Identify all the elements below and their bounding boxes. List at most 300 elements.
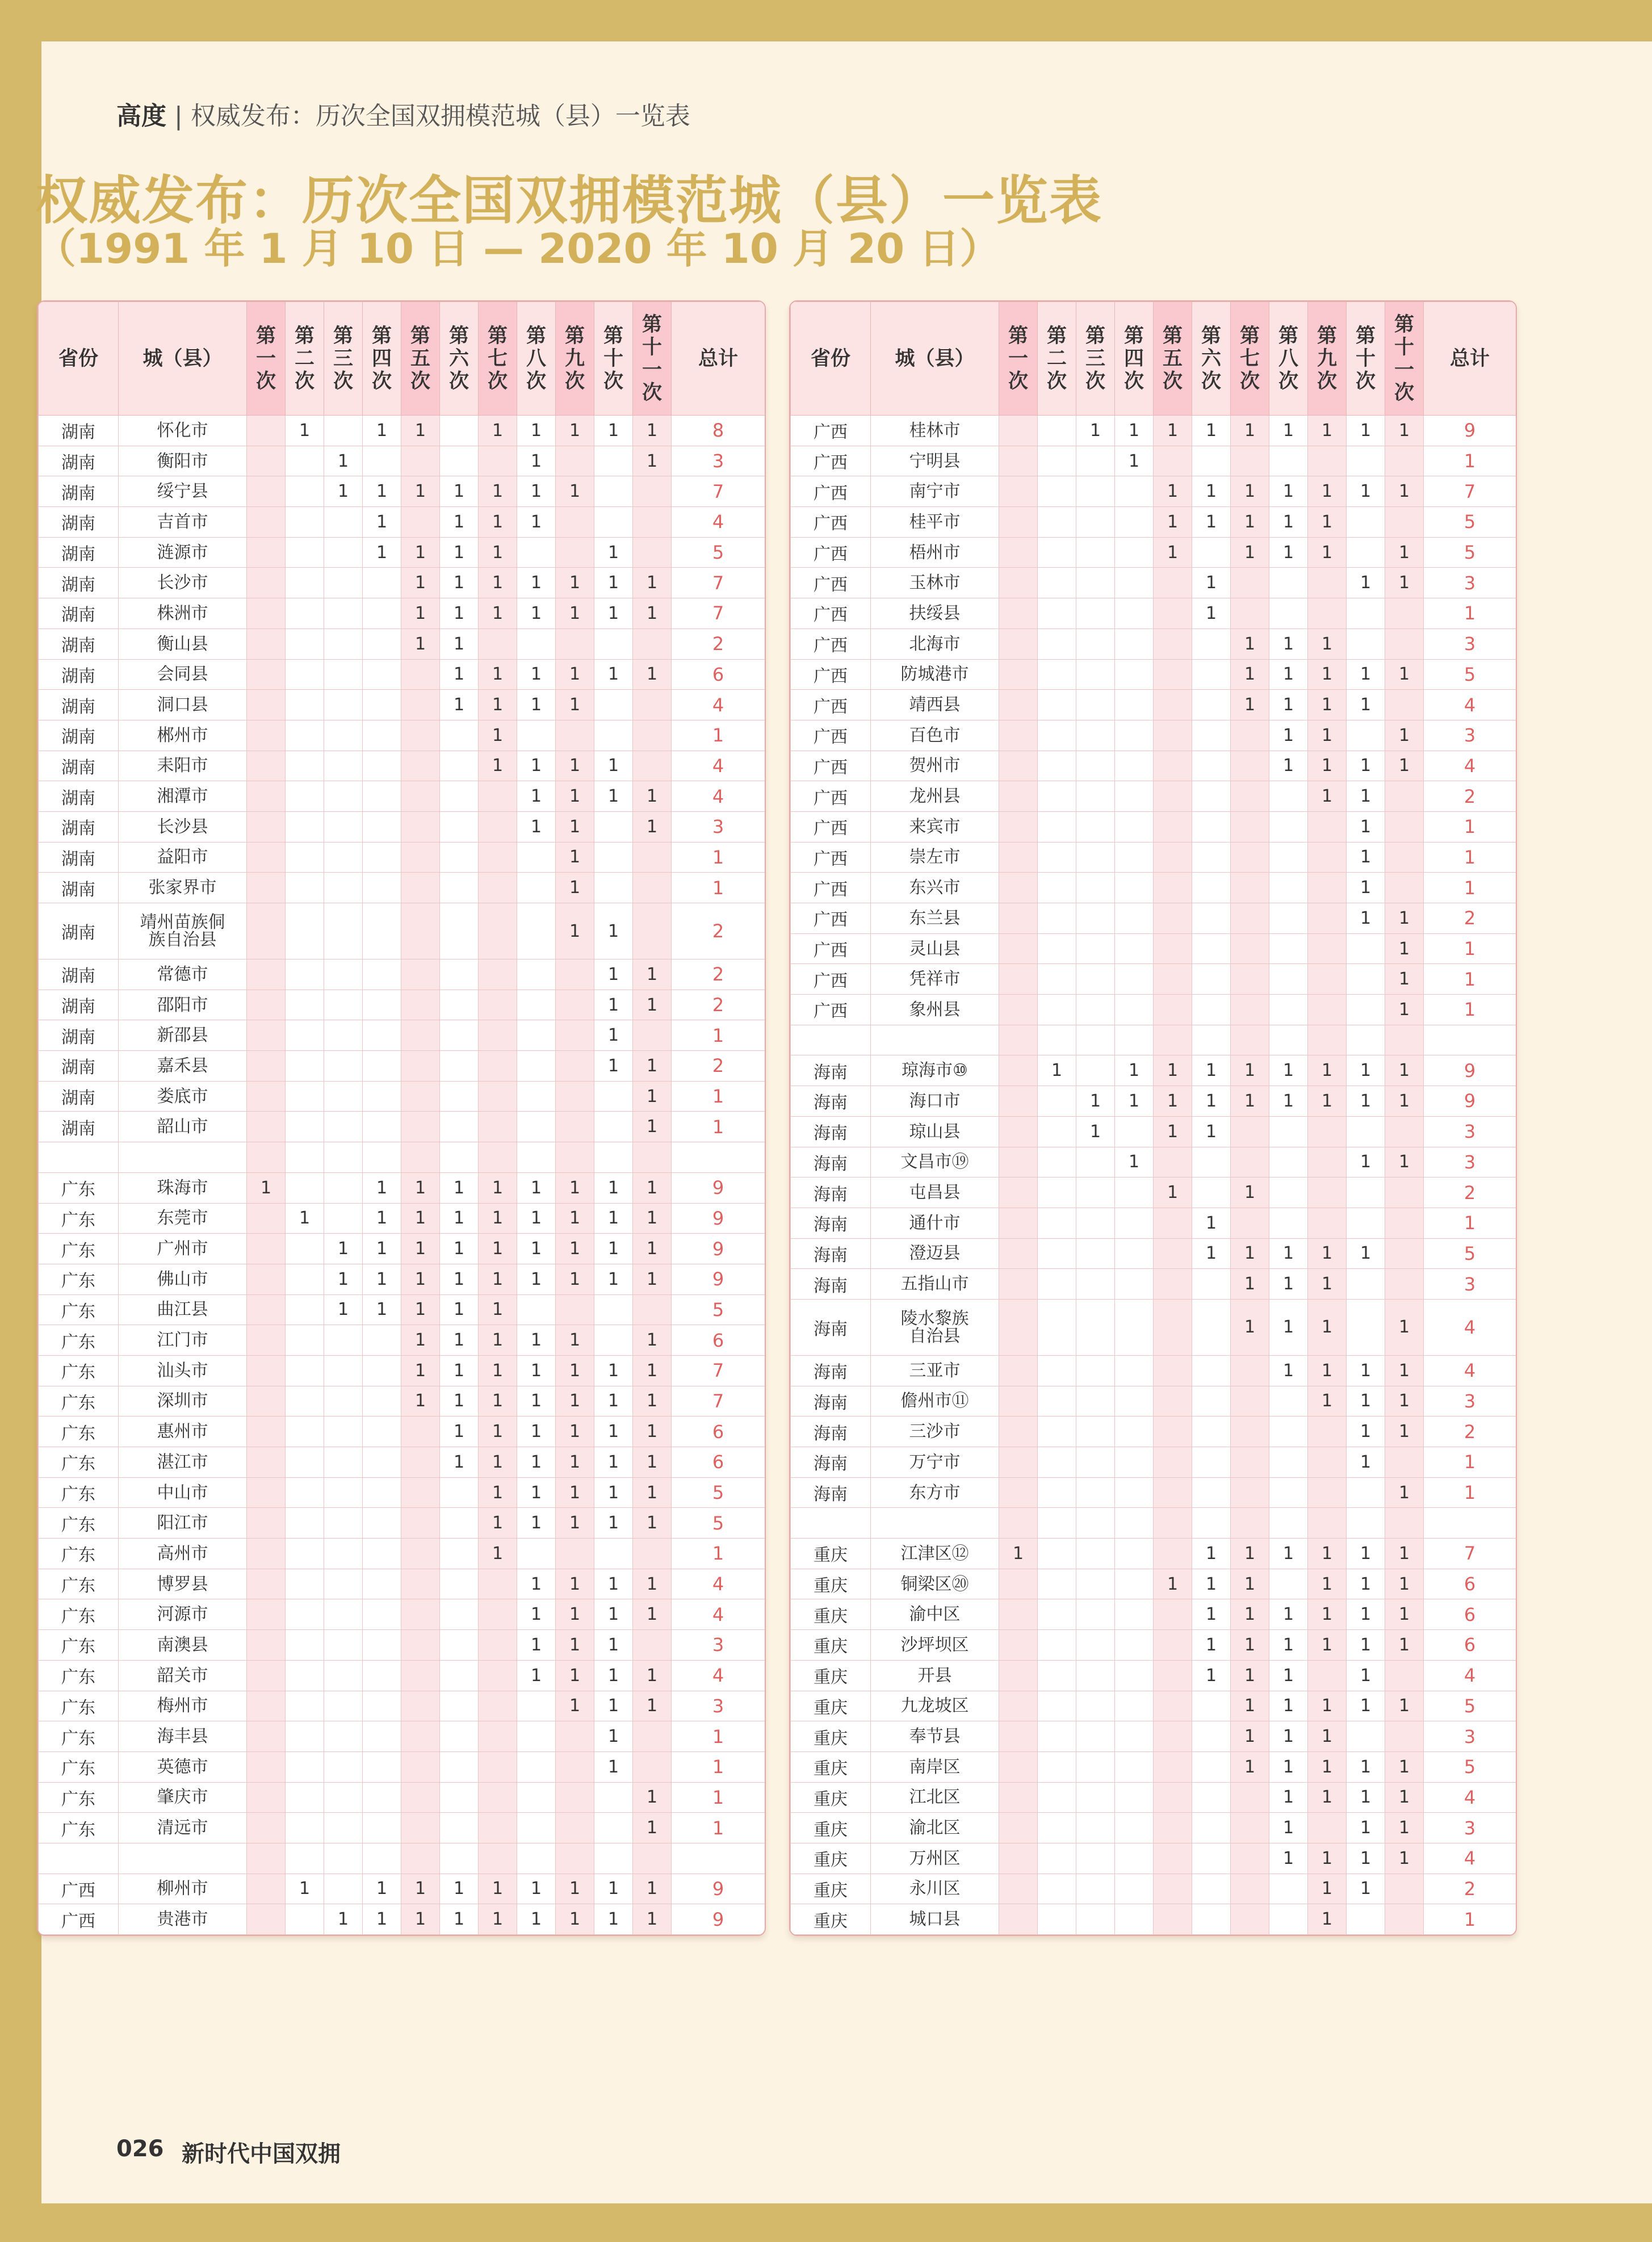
round-cell bbox=[556, 1721, 594, 1752]
round-cell bbox=[1076, 842, 1115, 873]
round-cell: 1 bbox=[1231, 1238, 1269, 1269]
city-cell: 江门市 bbox=[119, 1325, 247, 1356]
round-cell bbox=[1231, 1386, 1269, 1417]
round-cell: 1 bbox=[1269, 537, 1308, 568]
round-cell: 1 bbox=[1269, 628, 1308, 659]
round-cell bbox=[1385, 446, 1424, 476]
round-cell: 1 bbox=[1192, 416, 1231, 446]
round-cell bbox=[633, 1751, 672, 1782]
total-cell: 4 bbox=[1424, 1355, 1516, 1386]
round-cell bbox=[479, 811, 517, 842]
round-cell bbox=[999, 1177, 1038, 1208]
round-cell bbox=[1308, 1025, 1347, 1055]
round-cell bbox=[1076, 1147, 1115, 1177]
province-cell: 广东 bbox=[39, 1447, 119, 1478]
round-cell bbox=[247, 1751, 286, 1782]
round-cell: 1 bbox=[1385, 1569, 1424, 1599]
round-cell: 1 bbox=[517, 1660, 556, 1691]
total-cell: 6 bbox=[672, 659, 765, 690]
table-row bbox=[791, 1116, 1516, 1147]
round-cell: 1 bbox=[594, 781, 633, 812]
round-cell bbox=[1038, 1355, 1076, 1386]
total-cell: 7 bbox=[672, 1355, 765, 1386]
table-row bbox=[791, 1569, 1516, 1599]
round-cell bbox=[324, 1417, 363, 1447]
round-cell bbox=[324, 720, 363, 751]
round-cell bbox=[1231, 933, 1269, 964]
round-cell bbox=[1154, 720, 1192, 751]
round-cell: 1 bbox=[1347, 1599, 1385, 1630]
total-cell: 1 bbox=[672, 1751, 765, 1782]
round-cell: 1 bbox=[1269, 1660, 1308, 1691]
round-cell: 1 bbox=[1231, 1691, 1269, 1721]
city-cell: 张家界市 bbox=[119, 873, 247, 903]
round-cell: 1 bbox=[1231, 1630, 1269, 1661]
round-cell bbox=[440, 1020, 479, 1051]
round-cell bbox=[1038, 628, 1076, 659]
page-subtitle: （1991 年 1 月 10 日 — 2020 年 10 月 20 日） bbox=[35, 225, 1001, 273]
city-cell: 渝中区 bbox=[871, 1599, 999, 1630]
round-cell bbox=[517, 1294, 556, 1325]
table-row bbox=[791, 1147, 1516, 1177]
round-cell: 1 bbox=[1347, 1386, 1385, 1417]
city-cell: 衡山县 bbox=[119, 628, 247, 659]
round-cell: 1 bbox=[363, 1203, 401, 1234]
round-cell bbox=[1076, 1660, 1115, 1691]
header-total: 总计 bbox=[1424, 302, 1516, 416]
round-cell bbox=[1308, 1116, 1347, 1147]
round-cell bbox=[1269, 1116, 1308, 1147]
round-cell bbox=[1076, 446, 1115, 476]
round-cell bbox=[1038, 720, 1076, 751]
round-cell bbox=[556, 1843, 594, 1874]
round-cell: 1 bbox=[594, 1904, 633, 1935]
province-cell: 广东 bbox=[39, 1325, 119, 1356]
table-row bbox=[791, 659, 1516, 690]
round-cell bbox=[247, 1417, 286, 1447]
table-row bbox=[39, 1782, 765, 1813]
table-row bbox=[791, 720, 1516, 751]
round-cell bbox=[594, 690, 633, 720]
province-cell: 重庆 bbox=[791, 1751, 871, 1782]
total-cell: 1 bbox=[1424, 995, 1516, 1025]
province-cell: 广东 bbox=[39, 1569, 119, 1599]
round-cell: 1 bbox=[1347, 1355, 1385, 1386]
city-cell: 铜梁区⑳ bbox=[871, 1569, 999, 1599]
round-cell bbox=[363, 781, 401, 812]
round-cell bbox=[999, 1904, 1038, 1935]
round-cell bbox=[363, 1112, 401, 1142]
table-row bbox=[791, 781, 1516, 812]
table-row bbox=[791, 1055, 1516, 1086]
round-cell: 1 bbox=[556, 1477, 594, 1508]
round-cell bbox=[1347, 1208, 1385, 1238]
round-cell bbox=[247, 842, 286, 873]
round-cell bbox=[1038, 568, 1076, 598]
round-cell bbox=[1347, 446, 1385, 476]
round-cell bbox=[286, 842, 324, 873]
round-cell bbox=[440, 1569, 479, 1599]
round-cell bbox=[324, 842, 363, 873]
table-row bbox=[791, 598, 1516, 629]
round-cell bbox=[1385, 1660, 1424, 1691]
round-cell bbox=[363, 811, 401, 842]
round-cell bbox=[1115, 1477, 1154, 1508]
round-cell: 1 bbox=[556, 1172, 594, 1203]
header-round: 第 二 次 bbox=[1038, 302, 1076, 416]
round-cell bbox=[1038, 476, 1076, 507]
round-cell bbox=[324, 690, 363, 720]
province-cell: 海南 bbox=[791, 1147, 871, 1177]
round-cell: 1 bbox=[479, 690, 517, 720]
round-cell bbox=[1192, 1904, 1231, 1935]
round-cell bbox=[594, 446, 633, 476]
total-cell: 5 bbox=[1424, 537, 1516, 568]
city-cell: 南澳县 bbox=[119, 1630, 247, 1661]
round-cell: 1 bbox=[633, 1172, 672, 1203]
round-cell bbox=[247, 781, 286, 812]
round-cell bbox=[999, 964, 1038, 995]
table-row bbox=[39, 1721, 765, 1752]
round-cell bbox=[517, 1691, 556, 1721]
round-cell: 1 bbox=[1347, 1813, 1385, 1843]
round-cell bbox=[286, 1813, 324, 1843]
header-round: 第 九 次 bbox=[1308, 302, 1347, 416]
round-cell bbox=[363, 1417, 401, 1447]
round-cell bbox=[1154, 1208, 1192, 1238]
round-cell bbox=[1192, 1417, 1231, 1447]
round-cell: 1 bbox=[594, 903, 633, 959]
round-cell bbox=[517, 1142, 556, 1173]
round-cell bbox=[479, 1051, 517, 1082]
round-cell: 1 bbox=[1385, 1477, 1424, 1508]
round-cell bbox=[1076, 1751, 1115, 1782]
round-cell: 1 bbox=[286, 416, 324, 446]
round-cell bbox=[1115, 933, 1154, 964]
total-cell: 2 bbox=[1424, 903, 1516, 934]
round-cell bbox=[247, 476, 286, 507]
round-cell: 1 bbox=[401, 598, 440, 629]
round-cell: 1 bbox=[1385, 1813, 1424, 1843]
round-cell bbox=[1076, 1269, 1115, 1300]
round-cell bbox=[1154, 1147, 1192, 1177]
table-row bbox=[791, 842, 1516, 873]
round-cell: 1 bbox=[363, 476, 401, 507]
province-cell: 湖南 bbox=[39, 598, 119, 629]
total-cell: 5 bbox=[672, 1508, 765, 1539]
round-cell bbox=[1347, 1721, 1385, 1752]
round-cell: 1 bbox=[1308, 781, 1347, 812]
round-cell bbox=[1115, 995, 1154, 1025]
round-cell bbox=[479, 781, 517, 812]
round-cell: 1 bbox=[440, 1904, 479, 1935]
round-cell bbox=[1154, 1751, 1192, 1782]
total-cell: 4 bbox=[672, 690, 765, 720]
total-cell: 1 bbox=[672, 1539, 765, 1569]
round-cell: 1 bbox=[1308, 690, 1347, 720]
round-cell bbox=[286, 1264, 324, 1294]
round-cell: 1 bbox=[633, 781, 672, 812]
round-cell: 1 bbox=[1154, 476, 1192, 507]
round-cell: 1 bbox=[594, 1417, 633, 1447]
province-cell bbox=[39, 1843, 119, 1874]
round-cell bbox=[1076, 1417, 1115, 1447]
round-cell bbox=[247, 1660, 286, 1691]
city-cell: 象州县 bbox=[871, 995, 999, 1025]
round-cell bbox=[1347, 964, 1385, 995]
city-cell: 靖州苗族侗 族自治县 bbox=[119, 903, 247, 959]
round-cell: 1 bbox=[1231, 1055, 1269, 1086]
round-cell bbox=[324, 1751, 363, 1782]
round-cell: 1 bbox=[1347, 1447, 1385, 1478]
round-cell bbox=[247, 751, 286, 781]
round-cell bbox=[1038, 1417, 1076, 1447]
province-cell: 广西 bbox=[791, 416, 871, 446]
round-cell bbox=[401, 990, 440, 1020]
province-cell: 湖南 bbox=[39, 1112, 119, 1142]
round-cell: 1 bbox=[1269, 751, 1308, 781]
province-cell: 湖南 bbox=[39, 659, 119, 690]
total-cell: 5 bbox=[1424, 507, 1516, 538]
round-cell bbox=[324, 598, 363, 629]
round-cell: 1 bbox=[633, 416, 672, 446]
city-cell: 百色市 bbox=[871, 720, 999, 751]
city-cell: 河源市 bbox=[119, 1599, 247, 1630]
round-cell: 1 bbox=[1231, 1539, 1269, 1569]
city-cell: 东莞市 bbox=[119, 1203, 247, 1234]
header-round: 第 八 次 bbox=[1269, 302, 1308, 416]
round-cell bbox=[1347, 1025, 1385, 1055]
table-row bbox=[39, 1417, 765, 1447]
city-cell: 海丰县 bbox=[119, 1721, 247, 1752]
round-cell bbox=[633, 628, 672, 659]
round-cell bbox=[363, 1721, 401, 1752]
round-cell: 1 bbox=[1385, 903, 1424, 934]
round-cell bbox=[1347, 598, 1385, 629]
city-cell: 沙坪坝区 bbox=[871, 1630, 999, 1661]
round-cell bbox=[401, 751, 440, 781]
round-cell bbox=[440, 1843, 479, 1874]
round-cell bbox=[363, 990, 401, 1020]
round-cell: 1 bbox=[556, 1508, 594, 1539]
city-cell: 常德市 bbox=[119, 959, 247, 990]
round-cell: 1 bbox=[633, 1264, 672, 1294]
round-cell bbox=[1192, 781, 1231, 812]
round-cell bbox=[363, 1508, 401, 1539]
round-cell bbox=[247, 628, 286, 659]
round-cell: 1 bbox=[1269, 1055, 1308, 1086]
province-cell: 海南 bbox=[791, 1477, 871, 1508]
round-cell: 1 bbox=[633, 1660, 672, 1691]
table-row bbox=[791, 690, 1516, 720]
province-cell: 海南 bbox=[791, 1086, 871, 1117]
round-cell bbox=[594, 842, 633, 873]
round-cell: 1 bbox=[556, 598, 594, 629]
round-cell: 1 bbox=[440, 628, 479, 659]
round-cell bbox=[479, 1599, 517, 1630]
round-cell: 1 bbox=[1347, 1055, 1385, 1086]
round-cell bbox=[286, 1599, 324, 1630]
city-cell: 新邵县 bbox=[119, 1020, 247, 1051]
round-cell bbox=[556, 1081, 594, 1112]
round-cell bbox=[1308, 811, 1347, 842]
city-cell: 珠海市 bbox=[119, 1172, 247, 1203]
round-cell bbox=[363, 1081, 401, 1112]
round-cell: 1 bbox=[1231, 416, 1269, 446]
round-cell bbox=[1154, 598, 1192, 629]
city-cell: 株洲市 bbox=[119, 598, 247, 629]
round-cell: 1 bbox=[440, 1294, 479, 1325]
round-cell: 1 bbox=[1192, 1630, 1231, 1661]
round-cell bbox=[440, 990, 479, 1020]
round-cell bbox=[999, 995, 1038, 1025]
table-row bbox=[39, 1081, 765, 1112]
round-cell bbox=[324, 628, 363, 659]
round-cell bbox=[324, 1051, 363, 1082]
round-cell bbox=[247, 446, 286, 476]
round-cell: 1 bbox=[556, 1325, 594, 1356]
province-cell: 海南 bbox=[791, 1116, 871, 1147]
round-cell bbox=[363, 1142, 401, 1173]
round-cell: 1 bbox=[1385, 1539, 1424, 1569]
round-cell bbox=[1115, 964, 1154, 995]
round-cell bbox=[286, 568, 324, 598]
city-cell: 会同县 bbox=[119, 659, 247, 690]
round-cell: 1 bbox=[1269, 507, 1308, 538]
province-cell: 广西 bbox=[39, 1904, 119, 1935]
round-cell: 1 bbox=[1385, 537, 1424, 568]
round-cell bbox=[1308, 1447, 1347, 1478]
header-round: 第 十 次 bbox=[594, 302, 633, 416]
round-cell bbox=[1269, 1147, 1308, 1177]
city-cell: 五指山市 bbox=[871, 1269, 999, 1300]
total-cell: 1 bbox=[1424, 1477, 1516, 1508]
round-cell: 1 bbox=[633, 1477, 672, 1508]
total-cell: 1 bbox=[672, 720, 765, 751]
province-cell: 湖南 bbox=[39, 537, 119, 568]
round-cell: 1 bbox=[1231, 1751, 1269, 1782]
round-cell bbox=[1192, 1447, 1231, 1478]
round-cell bbox=[556, 1539, 594, 1569]
round-cell: 1 bbox=[517, 476, 556, 507]
round-cell bbox=[1115, 1630, 1154, 1661]
round-cell bbox=[401, 1813, 440, 1843]
province-cell: 湖南 bbox=[39, 628, 119, 659]
table-row bbox=[791, 1843, 1516, 1874]
round-cell: 1 bbox=[479, 1874, 517, 1904]
total-cell: 1 bbox=[1424, 446, 1516, 476]
round-cell bbox=[401, 1142, 440, 1173]
round-cell: 1 bbox=[1308, 720, 1347, 751]
round-cell bbox=[363, 903, 401, 959]
round-cell bbox=[1347, 933, 1385, 964]
round-cell bbox=[1192, 446, 1231, 476]
round-cell: 1 bbox=[594, 1355, 633, 1386]
province-cell: 广东 bbox=[39, 1539, 119, 1569]
right-table bbox=[790, 301, 1516, 1935]
round-cell: 1 bbox=[1231, 690, 1269, 720]
round-cell bbox=[324, 1721, 363, 1752]
round-cell: 1 bbox=[1385, 1055, 1424, 1086]
round-cell bbox=[286, 690, 324, 720]
round-cell: 1 bbox=[440, 1417, 479, 1447]
round-cell bbox=[1308, 1813, 1347, 1843]
round-cell bbox=[1308, 446, 1347, 476]
round-cell bbox=[999, 416, 1038, 446]
round-cell bbox=[1038, 964, 1076, 995]
round-cell bbox=[1154, 1477, 1192, 1508]
round-cell: 1 bbox=[1385, 1147, 1424, 1177]
round-cell: 1 bbox=[1308, 1086, 1347, 1117]
table-row bbox=[791, 1025, 1516, 1055]
round-cell: 1 bbox=[1231, 1660, 1269, 1691]
table-row bbox=[39, 1539, 765, 1569]
province-cell: 重庆 bbox=[791, 1660, 871, 1691]
province-cell: 广西 bbox=[791, 628, 871, 659]
round-cell: 1 bbox=[1269, 720, 1308, 751]
total-cell: 9 bbox=[672, 1904, 765, 1935]
round-cell bbox=[1269, 1025, 1308, 1055]
round-cell bbox=[247, 1355, 286, 1386]
round-cell bbox=[1115, 628, 1154, 659]
round-cell bbox=[479, 1813, 517, 1843]
total-cell: 1 bbox=[672, 1020, 765, 1051]
round-cell bbox=[286, 751, 324, 781]
round-cell bbox=[286, 1142, 324, 1173]
city-cell: 汕头市 bbox=[119, 1355, 247, 1386]
province-cell: 湖南 bbox=[39, 811, 119, 842]
province-cell: 湖南 bbox=[39, 842, 119, 873]
table-row bbox=[39, 1386, 765, 1417]
round-cell: 1 bbox=[440, 1447, 479, 1478]
round-cell bbox=[479, 903, 517, 959]
province-cell: 湖南 bbox=[39, 1020, 119, 1051]
round-cell bbox=[1385, 1874, 1424, 1904]
city-cell: 文昌市⑲ bbox=[871, 1147, 999, 1177]
total-cell: 6 bbox=[1424, 1630, 1516, 1661]
table-row bbox=[791, 1539, 1516, 1569]
province-cell: 广东 bbox=[39, 1417, 119, 1447]
round-cell bbox=[286, 1691, 324, 1721]
round-cell bbox=[594, 628, 633, 659]
round-cell bbox=[999, 1691, 1038, 1721]
round-cell: 1 bbox=[1115, 446, 1154, 476]
city-cell: 吉首市 bbox=[119, 507, 247, 538]
round-cell bbox=[401, 1843, 440, 1874]
round-cell: 1 bbox=[1269, 1721, 1308, 1752]
province-cell: 湖南 bbox=[39, 507, 119, 538]
city-cell: 宁明县 bbox=[871, 446, 999, 476]
round-cell bbox=[1076, 1569, 1115, 1599]
city-cell: 湘潭市 bbox=[119, 781, 247, 812]
round-cell: 1 bbox=[479, 1325, 517, 1356]
round-cell: 1 bbox=[633, 1203, 672, 1234]
round-cell bbox=[363, 959, 401, 990]
round-cell: 1 bbox=[1038, 1055, 1076, 1086]
round-cell bbox=[1076, 1630, 1115, 1661]
round-cell: 1 bbox=[479, 568, 517, 598]
table-row bbox=[791, 1782, 1516, 1813]
round-cell bbox=[556, 1051, 594, 1082]
total-cell: 1 bbox=[1424, 842, 1516, 873]
total-cell: 1 bbox=[1424, 1904, 1516, 1935]
round-cell bbox=[1115, 1904, 1154, 1935]
province-cell: 湖南 bbox=[39, 568, 119, 598]
round-cell bbox=[247, 568, 286, 598]
round-cell bbox=[517, 1721, 556, 1752]
table-row bbox=[39, 628, 765, 659]
round-cell bbox=[1231, 1874, 1269, 1904]
